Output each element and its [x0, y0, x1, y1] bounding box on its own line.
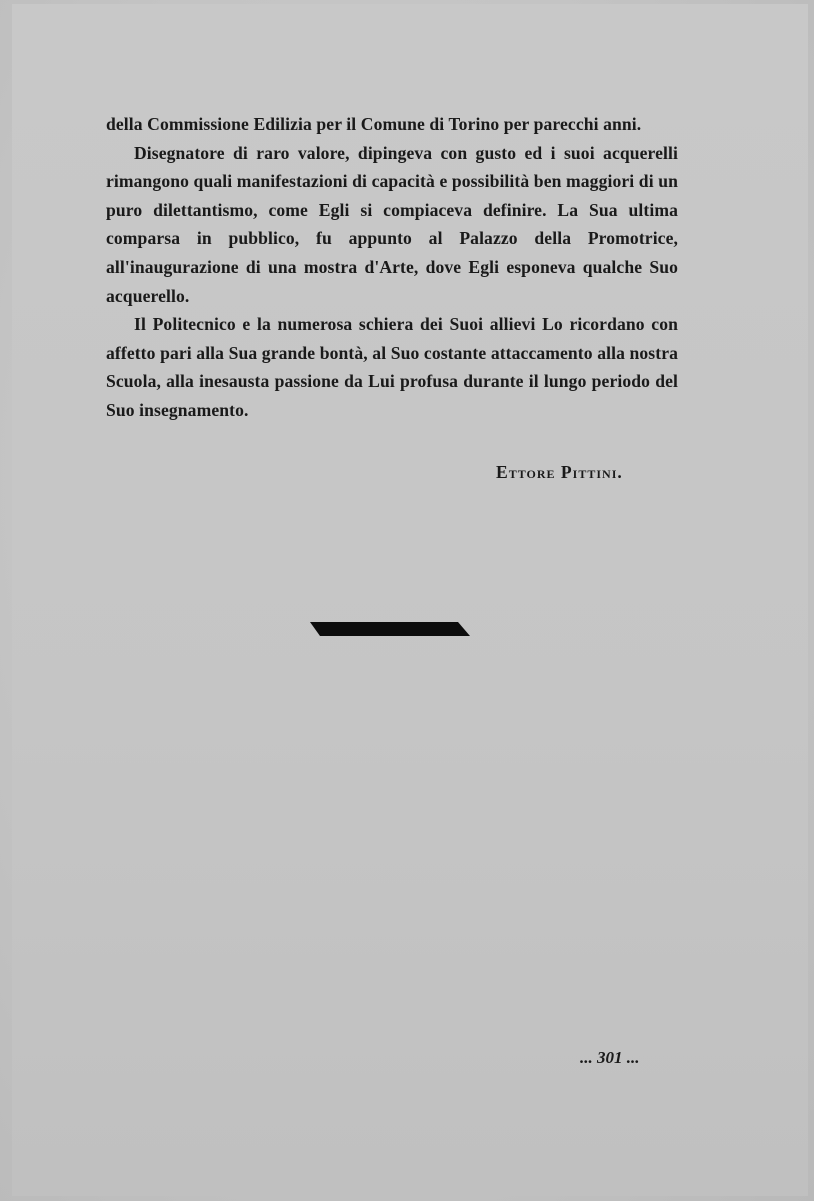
section-divider-ornament	[310, 622, 470, 636]
paragraph-2: Disegnatore di raro valore, dipingeva con gusto ed i suoi acquerelli rimangono quali manifestazioni di capacità e possibilità ben maggiori di un puro dilettantismo, come Egli si compiaceva definire. La Sua ultima comparsa in pubblico, fu appunto al Palazzo della Promotrice, all'inaugurazione di una mostra d'Arte, dove Egli esponeva qualche Suo acquerello.	[106, 142, 678, 306]
author-signature: Ettore Pittini.	[496, 462, 623, 482]
paragraph-1: della Commissione Edilizia per il Comune di Torino per parecchi anni.	[106, 114, 642, 134]
page-number: ... 301 ...	[580, 1048, 640, 1067]
body-text	[106, 110, 678, 425]
paragraph-3: Il Politecnico e la numerosa schiera dei Suoi allievi Lo ricordano con affetto pari alla Sua grande bontà, al Suo costante attaccamento alla nostra Scuola, alla inesausta passione da Lui profusa durante il lungo periodo del Suo insegnamento.	[106, 314, 678, 420]
